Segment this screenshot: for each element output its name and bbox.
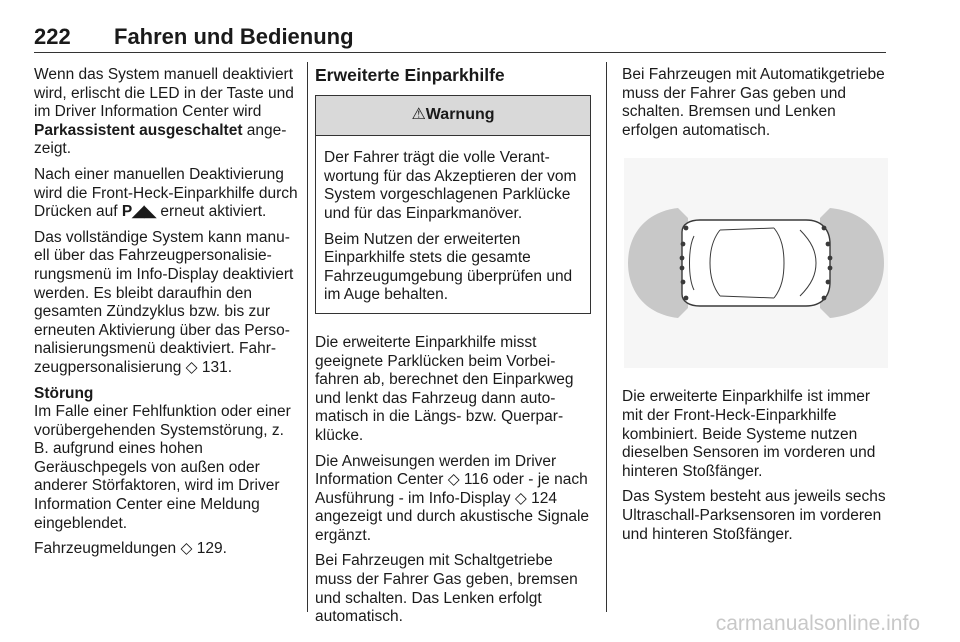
sensor-front: [828, 256, 833, 261]
paragraph: Wenn das System manuell deaktiviert wird, erlischt die LED in der Taste und im Driver Information Center wird Parkassistent ausgeschaltet angezeigt.: [34, 66, 294, 158]
column-right: [622, 66, 890, 551]
page-reference-link[interactable]: ◇ 131.: [185, 358, 233, 376]
sensor-rear: [680, 256, 685, 261]
column-divider: [606, 62, 607, 612]
paragraph: Im Falle einer Fehlfunktion oder einer vorübergehenden Systemstörung, z. B. aufgrund eines hohen Geräuschpegels von außen oder anderer Störfaktoren, wird im Driver Information Center eine Meldung eingeblendet.: [34, 403, 291, 532]
paragraph: Bei Fahrzeugen mit Schaltgetriebe muss der Fahrer Gas geben, bremsen und schalten. Das Lenken erfolgt automatisch.: [315, 552, 578, 626]
parking-sensor-figure: [622, 158, 890, 368]
bold-term: Parkassistent ausgeschaltet: [34, 121, 243, 139]
sensor-rear: [681, 280, 686, 285]
paragraph: Bei Fahrzeugen mit Automatikgetriebe muss der Fahrer Gas geben und schalten. Bremsen und Lenken erfolgen automatisch.: [622, 66, 885, 139]
warning-icon: ⚠: [411, 105, 426, 123]
sensor-front: [826, 242, 831, 247]
car-outline: [682, 220, 830, 306]
page-title: Fahren und Bedienung: [114, 24, 354, 49]
paragraph: Die erweiterte Einparkhilfe misst geeignete Parklücken beim Vorbeifahren ab, berechnet den Einparkweg und lenkt das Fahrzeug dann automatisch in die Längs- bzw. Querparklücke.: [315, 333, 574, 444]
paragraph: Das System besteht aus jeweils sechs Ultraschall-Parksensoren im vorderen und hinteren Stoßfänger.: [622, 488, 886, 543]
warning-box: [315, 95, 591, 314]
sensor-rear: [684, 226, 689, 231]
page-reference-link[interactable]: ◇ 124: [514, 489, 557, 507]
page-reference-link[interactable]: ◇ 116: [447, 471, 489, 489]
sensor-front: [826, 280, 831, 285]
sensor-rear: [680, 266, 685, 271]
page-header: [34, 22, 886, 53]
sensor-rear: [684, 296, 689, 301]
paragraph: Die erweiterte Einparkhilfe ist immer mit der Front-Heck-Einparkhilfe kombiniert. Beide Systeme nutzen dieselben Sensoren im vorderen und hinteren Stoßfänger.: [622, 388, 876, 480]
car-sensor-illustration: [624, 158, 888, 368]
paragraph: Nach einer manuellen Deaktivierung wird die Front-Heck-Einparkhilfe durch Drücken auf P◢◣ erneut aktiviert.: [34, 165, 298, 221]
column-divider: [307, 62, 308, 612]
warning-paragraph: Beim Nutzen der erweiterten Einparkhilfe stets die gesamte Fahrzeugumgebung überprüfen und im Auge behalten.: [324, 230, 573, 304]
warning-title: Warnung: [425, 105, 495, 123]
paragraph: Das vollständige System kann manuell über das Fahrzeugpersonalisierungsmenü im Info-Display deaktiviert werden. Es bleibt daraufhin den gesamten Zündzyklus bzw. bis zur erneuten Aktivierung über das Personalisierungsmenü deaktiviert. Fahrzeugpersonalisierung ◇ 131.: [34, 228, 294, 376]
column-left: [34, 66, 300, 566]
warning-header: [316, 96, 590, 137]
page-number: 222: [34, 24, 71, 49]
page-reference-link[interactable]: ◇ 129.: [180, 540, 227, 558]
sensor-front: [828, 266, 833, 271]
paragraph: Fahrzeugmeldungen ◇ 129.: [34, 540, 227, 558]
watermark: carmanualsonline.info: [715, 612, 920, 635]
subheading: Störung: [34, 384, 94, 402]
sensor-front: [822, 226, 827, 231]
warning-paragraph: Der Fahrer trägt die volle Verantwortung für das Akzeptieren der vom System vorgeschlagenen Parklücke und für das Einparkmanöver.: [324, 149, 577, 222]
sensor-rear: [681, 242, 686, 247]
warning-body: [316, 136, 590, 313]
section-title: Erweiterte Einparkhilfe: [315, 65, 505, 85]
sensor-front: [822, 296, 827, 301]
paragraph: Die Anweisungen werden im Driver Information Center ◇ 116 oder - je nach Ausführung - im Info-Display ◇ 124 angezeigt und durch akustische Signale ergänzt.: [315, 452, 590, 544]
column-middle: [315, 66, 591, 634]
park-assist-button-icon: P◢◣: [121, 203, 157, 221]
